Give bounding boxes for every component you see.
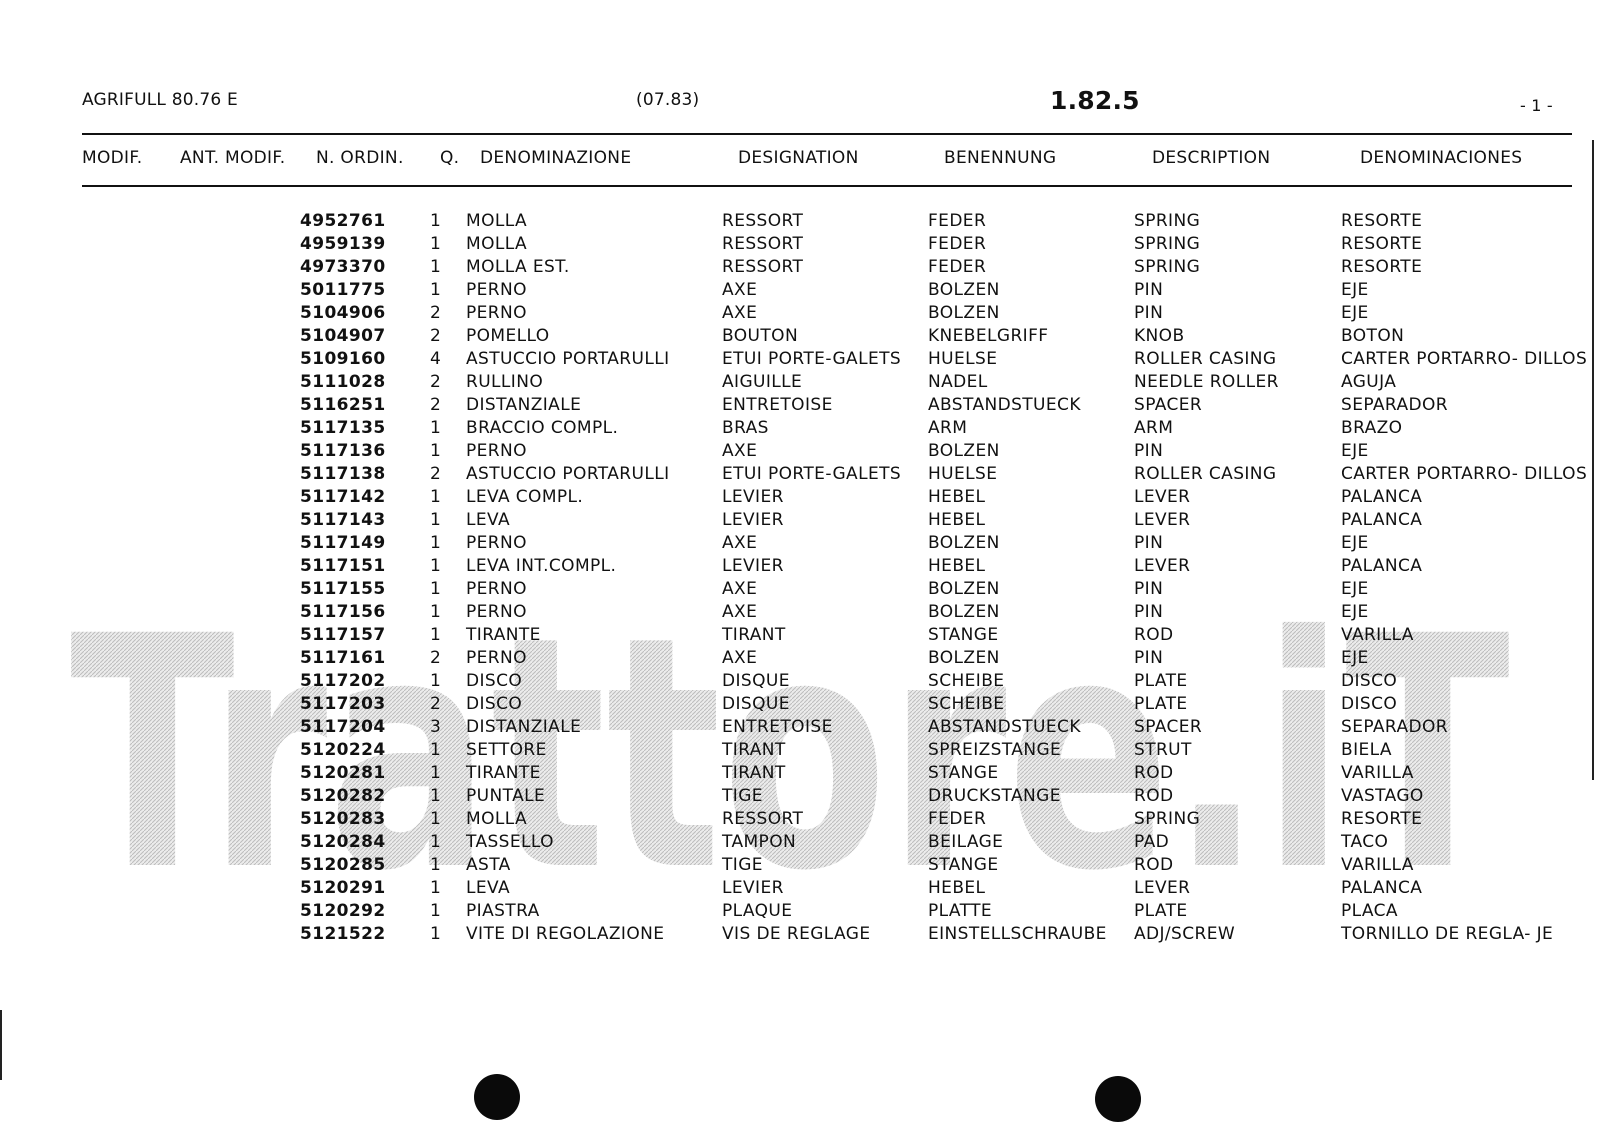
quantity: 1	[430, 556, 442, 576]
quantity: 1	[430, 510, 442, 530]
name-italian: MOLLA EST.	[466, 257, 570, 277]
part-number: 5120282	[300, 786, 386, 806]
name-italian: DISTANZIALE	[466, 395, 582, 415]
part-number: 5109160	[300, 349, 386, 369]
part-number: 5117138	[300, 464, 386, 484]
name-french: VIS DE REGLAGE	[722, 924, 871, 944]
quantity: 2	[430, 464, 442, 484]
name-german: BOLZEN	[928, 280, 1000, 300]
name-french: BRAS	[722, 418, 769, 438]
name-german: KNEBELGRIFF	[928, 326, 1049, 346]
quantity: 1	[430, 211, 442, 231]
part-number: 5117143	[300, 510, 386, 530]
name-italian: PERNO	[466, 303, 527, 323]
name-english: PIN	[1134, 303, 1164, 323]
part-row	[300, 233, 1587, 256]
quantity: 1	[430, 763, 442, 783]
name-german: HEBEL	[928, 510, 986, 530]
name-italian: ASTUCCIO PORTARULLI	[466, 464, 670, 484]
quantity: 1	[430, 924, 442, 944]
quantity: 1	[430, 602, 442, 622]
name-french: AXE	[722, 533, 758, 553]
name-german: BEILAGE	[928, 832, 1004, 852]
name-french: RESSORT	[722, 257, 804, 277]
part-number: 5120283	[300, 809, 386, 829]
part-row	[300, 509, 1587, 532]
quantity: 1	[430, 280, 442, 300]
col-header-de: BENENNUNG	[944, 148, 1057, 168]
name-french: AXE	[722, 602, 758, 622]
name-french: TIRANT	[722, 740, 786, 760]
name-spanish: VARILLA	[1341, 763, 1414, 783]
quantity: 2	[430, 372, 442, 392]
name-spanish: BRAZO	[1341, 418, 1403, 438]
part-number: 5120285	[300, 855, 386, 875]
name-german: BOLZEN	[928, 579, 1000, 599]
name-english: ROLLER CASING	[1134, 349, 1277, 369]
name-spanish: CARTER PORTARRO- DILLOS	[1341, 464, 1588, 484]
part-number: 5116251	[300, 395, 386, 415]
name-italian: LEVA COMPL.	[466, 487, 584, 507]
name-german: SPREIZSTANGE	[928, 740, 1062, 760]
name-italian: TASSELLO	[466, 832, 554, 852]
part-row	[300, 693, 1587, 716]
part-row	[300, 647, 1587, 670]
name-english: PIN	[1134, 579, 1164, 599]
name-italian: VITE DI REGOLAZIONE	[466, 924, 665, 944]
name-spanish: PALANCA	[1341, 878, 1423, 898]
name-italian: SETTORE	[466, 740, 547, 760]
col-header-modif: MODIF.	[82, 148, 143, 168]
name-french: LEVIER	[722, 556, 784, 576]
name-french: RESSORT	[722, 211, 804, 231]
name-spanish: DISCO	[1341, 671, 1398, 691]
quantity: 1	[430, 257, 442, 277]
part-number: 5117202	[300, 671, 386, 691]
part-number: 5117142	[300, 487, 386, 507]
name-german: SCHEIBE	[928, 694, 1005, 714]
quantity: 2	[430, 326, 442, 346]
name-italian: POMELLO	[466, 326, 550, 346]
name-french: LEVIER	[722, 487, 784, 507]
name-french: RESSORT	[722, 809, 804, 829]
part-number: 5117151	[300, 556, 386, 576]
name-english: PLATE	[1134, 671, 1188, 691]
name-english: SPRING	[1134, 211, 1201, 231]
part-number: 5117155	[300, 579, 386, 599]
quantity: 3	[430, 717, 442, 737]
name-english: SPRING	[1134, 809, 1201, 829]
part-number: 5104907	[300, 326, 386, 346]
name-italian: PERNO	[466, 280, 527, 300]
part-row	[300, 532, 1587, 555]
name-german: FEDER	[928, 211, 987, 231]
quantity: 2	[430, 395, 442, 415]
name-italian: DISCO	[466, 671, 523, 691]
quantity: 4	[430, 349, 442, 369]
part-row	[300, 555, 1587, 578]
name-french: TAMPON	[722, 832, 797, 852]
name-english: LEVER	[1134, 878, 1191, 898]
name-spanish: PALANCA	[1341, 510, 1423, 530]
part-number: 5120284	[300, 832, 386, 852]
part-number: 5117135	[300, 418, 386, 438]
part-number: 5117157	[300, 625, 386, 645]
name-english: PIN	[1134, 441, 1164, 461]
name-french: ETUI PORTE-GALETS	[722, 349, 902, 369]
col-header-es: DENOMINACIONES	[1360, 148, 1523, 168]
quantity: 1	[430, 855, 442, 875]
part-number: 5117204	[300, 717, 386, 737]
name-german: NADEL	[928, 372, 988, 392]
name-spanish: VARILLA	[1341, 625, 1414, 645]
part-row	[300, 302, 1587, 325]
name-spanish: EJE	[1341, 579, 1369, 599]
name-english: ADJ/SCREW	[1134, 924, 1236, 944]
name-spanish: EJE	[1341, 441, 1369, 461]
col-header-en: DESCRIPTION	[1152, 148, 1271, 168]
name-english: STRUT	[1134, 740, 1192, 760]
part-row	[300, 854, 1587, 877]
part-row	[300, 486, 1587, 509]
name-english: ROD	[1134, 855, 1174, 875]
part-row	[300, 210, 1587, 233]
name-spanish: DISCO	[1341, 694, 1398, 714]
name-italian: PUNTALE	[466, 786, 546, 806]
name-english: PIN	[1134, 280, 1164, 300]
name-spanish: SEPARADOR	[1341, 717, 1448, 737]
name-italian: PERNO	[466, 602, 527, 622]
quantity: 2	[430, 303, 442, 323]
part-row	[300, 739, 1587, 762]
name-german: ABSTANDSTUECK	[928, 717, 1081, 737]
name-french: AXE	[722, 648, 758, 668]
name-spanish: BIELA	[1341, 740, 1392, 760]
name-spanish: RESORTE	[1341, 257, 1423, 277]
name-spanish: EJE	[1341, 533, 1369, 553]
name-english: ROD	[1134, 625, 1174, 645]
edition-date: (07.83)	[636, 90, 700, 110]
name-spanish: CARTER PORTARRO- DILLOS	[1341, 349, 1588, 369]
name-english: PIN	[1134, 602, 1164, 622]
part-row	[300, 808, 1587, 831]
quantity: 1	[430, 625, 442, 645]
name-english: LEVER	[1134, 556, 1191, 576]
name-german: ARM	[928, 418, 968, 438]
name-english: KNOB	[1134, 326, 1185, 346]
part-row	[300, 762, 1587, 785]
name-german: FEDER	[928, 809, 987, 829]
name-french: ENTRETOISE	[722, 395, 833, 415]
name-italian: PIASTRA	[466, 901, 540, 921]
col-header-it: DENOMINAZIONE	[480, 148, 632, 168]
name-german: EINSTELLSCHRAUBE	[928, 924, 1107, 944]
name-french: PLAQUE	[722, 901, 793, 921]
name-english: LEVER	[1134, 510, 1191, 530]
part-row	[300, 578, 1587, 601]
name-spanish: PALANCA	[1341, 487, 1423, 507]
section-number: 1.82.5	[1050, 86, 1140, 115]
name-french: LEVIER	[722, 510, 784, 530]
part-number: 4959139	[300, 234, 386, 254]
punch-hole-left	[474, 1074, 520, 1120]
header-rule-bottom	[82, 185, 1572, 187]
part-row	[300, 877, 1587, 900]
name-german: PLATTE	[928, 901, 993, 921]
name-french: TIRANT	[722, 763, 786, 783]
name-french: TIGE	[722, 855, 763, 875]
name-french: AXE	[722, 441, 758, 461]
name-french: ENTRETOISE	[722, 717, 833, 737]
part-number: 5121522	[300, 924, 386, 944]
name-english: PLATE	[1134, 901, 1188, 921]
watermark-text: Trattore.iT	[70, 615, 1512, 885]
part-number: 5120224	[300, 740, 386, 760]
model-name: AGRIFULL 80.76 E	[82, 90, 238, 110]
name-spanish: EJE	[1341, 602, 1369, 622]
part-number: 4952761	[300, 211, 386, 231]
part-row	[300, 463, 1587, 486]
col-header-qty: Q.	[440, 148, 460, 168]
name-spanish: RESORTE	[1341, 809, 1423, 829]
page-edge-right	[1592, 140, 1594, 780]
part-number: 5104906	[300, 303, 386, 323]
col-header-fr: DESIGNATION	[738, 148, 859, 168]
quantity: 1	[430, 671, 442, 691]
part-row	[300, 279, 1587, 302]
punch-hole-right	[1095, 1076, 1141, 1122]
quantity: 1	[430, 418, 442, 438]
name-italian: MOLLA	[466, 211, 528, 231]
name-french: DISQUE	[722, 671, 790, 691]
name-english: SPACER	[1134, 717, 1203, 737]
name-german: HEBEL	[928, 556, 986, 576]
name-french: AIGUILLE	[722, 372, 803, 392]
name-spanish: PALANCA	[1341, 556, 1423, 576]
name-english: PIN	[1134, 533, 1164, 553]
part-row	[300, 900, 1587, 923]
name-spanish: PLACA	[1341, 901, 1398, 921]
name-english: ROLLER CASING	[1134, 464, 1277, 484]
name-german: FEDER	[928, 234, 987, 254]
quantity: 1	[430, 878, 442, 898]
name-spanish: RESORTE	[1341, 211, 1423, 231]
part-number: 5120291	[300, 878, 386, 898]
name-german: STANGE	[928, 763, 999, 783]
quantity: 1	[430, 487, 442, 507]
quantity: 1	[430, 901, 442, 921]
parts-table	[300, 210, 1587, 946]
name-french: RESSORT	[722, 234, 804, 254]
part-row	[300, 785, 1587, 808]
page-edge-left	[0, 1010, 2, 1080]
name-spanish: VARILLA	[1341, 855, 1414, 875]
quantity: 1	[430, 786, 442, 806]
name-german: BOLZEN	[928, 602, 1000, 622]
quantity: 1	[430, 579, 442, 599]
name-german: HUELSE	[928, 349, 998, 369]
name-english: SPACER	[1134, 395, 1203, 415]
page-number: - 1 -	[1520, 96, 1553, 115]
header-rule-top	[82, 133, 1572, 135]
name-italian: MOLLA	[466, 809, 528, 829]
quantity: 1	[430, 441, 442, 461]
part-row	[300, 256, 1587, 279]
name-french: TIRANT	[722, 625, 786, 645]
name-italian: LEVA	[466, 510, 510, 530]
part-row	[300, 394, 1587, 417]
name-german: STANGE	[928, 855, 999, 875]
name-german: HEBEL	[928, 878, 986, 898]
name-italian: ASTA	[466, 855, 511, 875]
part-number: 5117156	[300, 602, 386, 622]
name-spanish: RESORTE	[1341, 234, 1423, 254]
name-italian: TIRANTE	[466, 625, 541, 645]
name-french: TIGE	[722, 786, 763, 806]
name-italian: PERNO	[466, 441, 527, 461]
name-italian: DISCO	[466, 694, 523, 714]
name-german: FEDER	[928, 257, 987, 277]
quantity: 1	[430, 832, 442, 852]
name-italian: DISTANZIALE	[466, 717, 582, 737]
name-french: AXE	[722, 303, 758, 323]
part-row	[300, 417, 1587, 440]
col-header-n-ordin: N. ORDIN.	[316, 148, 404, 168]
quantity: 1	[430, 740, 442, 760]
name-german: BOLZEN	[928, 533, 1000, 553]
name-english: NEEDLE ROLLER	[1134, 372, 1279, 392]
name-german: SCHEIBE	[928, 671, 1005, 691]
part-number: 5011775	[300, 280, 386, 300]
name-german: STANGE	[928, 625, 999, 645]
quantity: 2	[430, 694, 442, 714]
name-italian: LEVA INT.COMPL.	[466, 556, 617, 576]
part-number: 5117136	[300, 441, 386, 461]
name-french: DISQUE	[722, 694, 790, 714]
quantity: 1	[430, 533, 442, 553]
name-french: BOUTON	[722, 326, 799, 346]
quantity: 1	[430, 809, 442, 829]
name-italian: RULLINO	[466, 372, 544, 392]
name-german: BOLZEN	[928, 441, 1000, 461]
name-german: ABSTANDSTUECK	[928, 395, 1081, 415]
name-english: SPRING	[1134, 257, 1201, 277]
name-italian: MOLLA	[466, 234, 528, 254]
part-number: 5117203	[300, 694, 386, 714]
name-italian: ASTUCCIO PORTARULLI	[466, 349, 670, 369]
name-spanish: EJE	[1341, 648, 1369, 668]
name-spanish: TACO	[1341, 832, 1389, 852]
name-spanish: SEPARADOR	[1341, 395, 1448, 415]
name-german: BOLZEN	[928, 648, 1000, 668]
name-french: LEVIER	[722, 878, 784, 898]
name-italian: PERNO	[466, 533, 527, 553]
name-english: PLATE	[1134, 694, 1188, 714]
part-number: 5120281	[300, 763, 386, 783]
quantity: 2	[430, 648, 442, 668]
name-spanish: EJE	[1341, 303, 1369, 323]
part-row	[300, 923, 1587, 946]
name-italian: TIRANTE	[466, 763, 541, 783]
name-english: ROD	[1134, 763, 1174, 783]
name-english: SPRING	[1134, 234, 1201, 254]
name-german: HUELSE	[928, 464, 998, 484]
part-row	[300, 716, 1587, 739]
col-header-ant-modif: ANT. MODIF.	[180, 148, 286, 168]
name-italian: BRACCIO COMPL.	[466, 418, 619, 438]
part-row	[300, 440, 1587, 463]
name-german: BOLZEN	[928, 303, 1000, 323]
part-number: 5120292	[300, 901, 386, 921]
name-english: ARM	[1134, 418, 1174, 438]
name-english: PIN	[1134, 648, 1164, 668]
name-italian: PERNO	[466, 648, 527, 668]
quantity: 1	[430, 234, 442, 254]
name-french: ETUI PORTE-GALETS	[722, 464, 902, 484]
part-number: 5117149	[300, 533, 386, 553]
name-spanish: EJE	[1341, 280, 1369, 300]
part-row	[300, 670, 1587, 693]
name-english: ROD	[1134, 786, 1174, 806]
name-french: AXE	[722, 579, 758, 599]
part-row	[300, 348, 1587, 371]
name-spanish: BOTON	[1341, 326, 1405, 346]
name-italian: PERNO	[466, 579, 527, 599]
name-spanish: AGUJA	[1341, 372, 1397, 392]
name-english: LEVER	[1134, 487, 1191, 507]
part-row	[300, 624, 1587, 647]
part-number: 5117161	[300, 648, 386, 668]
name-spanish: TORNILLO DE REGLA- JE	[1341, 924, 1554, 944]
name-german: HEBEL	[928, 487, 986, 507]
part-row	[300, 325, 1587, 348]
part-number: 5111028	[300, 372, 386, 392]
name-french: AXE	[722, 280, 758, 300]
part-row	[300, 371, 1587, 394]
name-italian: LEVA	[466, 878, 510, 898]
name-spanish: VASTAGO	[1341, 786, 1424, 806]
name-english: PAD	[1134, 832, 1170, 852]
part-row	[300, 601, 1587, 624]
part-number: 4973370	[300, 257, 386, 277]
name-german: DRUCKSTANGE	[928, 786, 1061, 806]
part-row	[300, 831, 1587, 854]
